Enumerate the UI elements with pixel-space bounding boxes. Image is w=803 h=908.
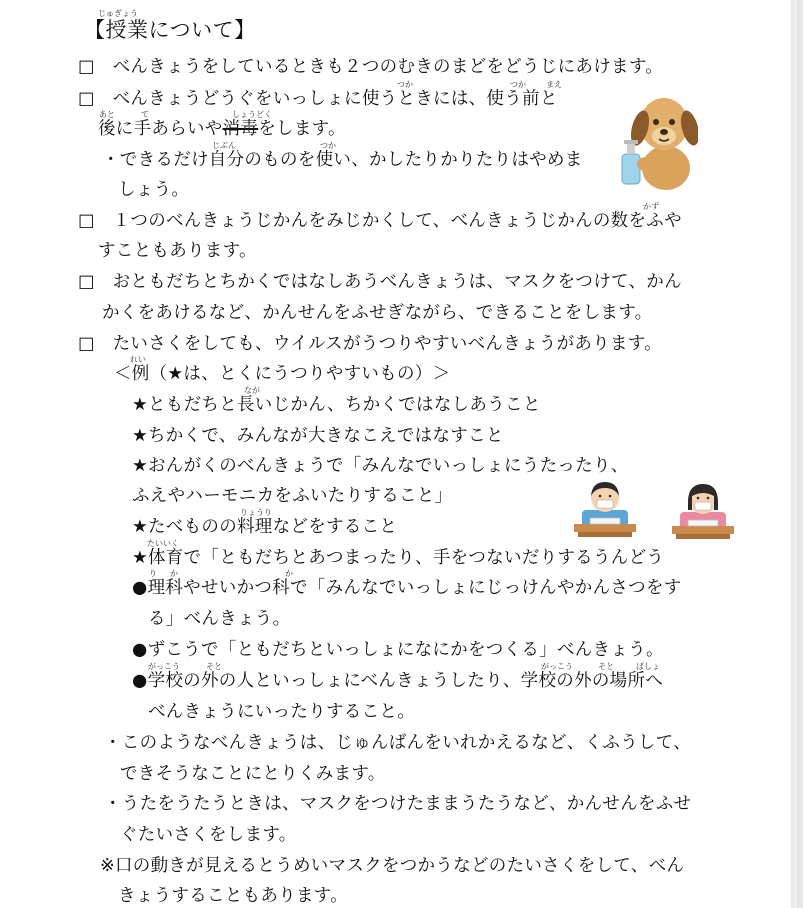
window-edge — [785, 0, 803, 908]
line-example-header: ＜例（★は、とくにうつりやすいもの）＞ — [114, 364, 451, 384]
boy-student-mask-illustration — [570, 476, 640, 542]
ruby-gakkou-2: がっこう — [541, 662, 573, 671]
line-handwash — [98, 119, 346, 139]
ruby-basho: ばしょ — [636, 662, 660, 671]
line-windows: □ べんきょうをしているときも２つのむきのまどをどうじにあけます。 — [78, 57, 664, 77]
line-short-lessons-cont: すこともあります。 — [98, 241, 257, 261]
ruby-gakkou-1: がっこう — [148, 662, 180, 671]
line-reorder: ・このようなべんきょうは、じゅんばんをいれかえるなど、くふうして、 — [104, 733, 692, 753]
page-title: 【授業について】 — [84, 18, 256, 42]
girl-student-mask-illustration — [668, 480, 738, 544]
ruby-tsuka-3: つか — [320, 141, 336, 150]
line-outside-school: ●学校の外の人といっしょにべんきょうしたり、学校の外の場所へ — [132, 671, 664, 691]
line-discussion-cont: かくをあけるなど、かんせんをふせぎながら、できることをします。 — [102, 303, 653, 323]
ruby-soto-1: そと — [206, 662, 222, 671]
line-science: ●理科やせいかつ科で「みんなでいっしょにじっけんやかんさつをす — [132, 578, 682, 598]
line-reorder-cont: できそうなことにとりくみます。 — [120, 764, 386, 784]
ruby-te: て — [141, 110, 149, 119]
ruby-jugyou: じゅぎょう — [98, 9, 138, 18]
line-own-items: ・できるだけ自分のものを使い、かしたりかりたりはやめま — [102, 150, 583, 170]
line-clear-mask: ※口の動きが見えるとうめいマスクをつかうなどのたいさくをして、べん — [100, 856, 685, 876]
line-discussion: □ おともだちとちかくではなしあうべんきょうは、マスクをつけて、かん — [78, 272, 682, 292]
line-star-long-talk: ★ともだちと長いじかん、ちかくではなしあうこと — [132, 395, 541, 415]
ruby-soto-2: そと — [598, 662, 614, 671]
line-risky-lessons: □ たいさくをしても、ウイルスがうつりやすいべんきょうがあります。 — [78, 334, 662, 354]
ruby-ryouri: りょうり — [240, 508, 272, 517]
line-science-cont: る」べんきょう。 — [148, 609, 291, 629]
ruby-ri: り — [149, 569, 157, 578]
ruby-ka-2: か — [285, 569, 293, 578]
handwash-text: 後に手あらいや — [98, 119, 223, 139]
dog-handwashing-illustration — [618, 84, 698, 192]
disinfect-struck-text: 消毒 — [222, 119, 259, 139]
line-singing: ・うたをうたうときは、マスクをつけたままうたうなど、かんせんをふせ — [104, 794, 692, 814]
ruby-kazu: かず — [643, 202, 659, 211]
ruby-shoudoku: しょうどく — [232, 110, 272, 119]
ruby-jibun: じぶん — [212, 141, 236, 150]
ruby-rei: れい — [130, 355, 146, 364]
line-short-lessons: □ １つのべんきょうじかんをみじかくして、べんきょうじかんの数をふや — [78, 211, 682, 231]
line-own-items-cont: しょう。 — [118, 180, 190, 200]
line-clear-mask-cont: きょうすることもあります。 — [118, 886, 348, 906]
line-crafts: ●ずこうで「ともだちといっしょになにかをつくる」べんきょう。 — [132, 640, 664, 660]
ruby-taiiku: たいいく — [147, 539, 179, 548]
ruby-ka: か — [170, 569, 178, 578]
line-star-cooking: ★たべものの料理などをすること — [132, 517, 398, 537]
line-tools: □ べんきょうどうぐをいっしょに使うときには、使う前と — [78, 89, 558, 109]
ruby-tsuka-2: つか — [510, 80, 526, 89]
ruby-mae: まえ — [546, 80, 562, 89]
line-singing-cont: ぐたいさくをします。 — [120, 825, 297, 845]
handwash-end-text: をします。 — [258, 119, 346, 139]
line-star-pe: ★体育で「ともだちとあつまったり、手をつないだりするうんどう — [132, 548, 665, 568]
line-star-music: ★おんがくのべんきょうで「みんなでいっしょにうたったり、 — [132, 456, 629, 476]
ruby-naga: なが — [244, 386, 260, 395]
ruby-tsuka-1: つか — [397, 80, 413, 89]
line-star-music-cont: ふえやハーモニカをふいたりすること」 — [132, 486, 453, 506]
line-star-loud-voice: ★ちかくで、みんなが大きなこえではなすこと — [132, 426, 504, 446]
line-outside-school-cont: べんきょうにいったりすること。 — [148, 702, 415, 722]
ruby-ato: あと — [99, 110, 115, 119]
